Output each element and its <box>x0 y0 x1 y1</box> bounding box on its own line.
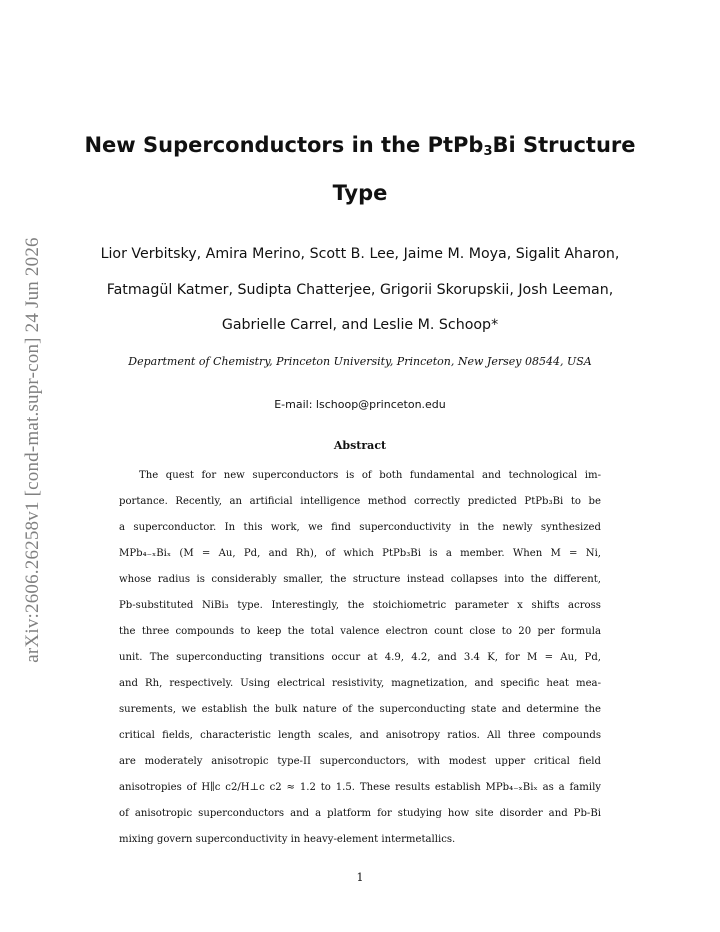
abstract-line: The quest for new superconductors is of both fundamental and technological im- <box>139 470 601 481</box>
author-line: Fatmagül Katmer, Sudipta Chatterjee, Grigorii Skorupskii, Josh Leeman, <box>106 281 614 298</box>
title-subscript: 3 <box>483 144 493 159</box>
affiliation: Department of Chemistry, Princeton University, Princeton, New Jersey 08544, USA <box>128 355 592 368</box>
author-list <box>80 237 640 344</box>
abstract-line: mixing govern superconductivity in heavy-element intermetallics. <box>119 834 456 845</box>
abstract-line: anisotropies of H∥c c2/H⊥c c2 ≈ 1.2 to 1.5. These results establish MPb₄₋ₓBiₓ as a family <box>119 782 601 793</box>
author-line: Lior Verbitsky, Amira Merino, Scott B. Lee, Jaime M. Moya, Sigalit Aharon, <box>100 246 620 262</box>
abstract-line: unit. The superconducting transitions occur at 4.9, 4.2, and 3.4 K, for M = Au, Pd, <box>119 652 601 663</box>
title-part-2: Bi Structure Type <box>332 133 636 205</box>
contact-email: E-mail: lschoop@princeton.edu <box>274 398 446 411</box>
abstract-line: a superconductor. In this work, we find superconductivity in the newly synthesized <box>119 522 601 533</box>
abstract-line: portance. Recently, an artificial intelligence method correctly predicted PtPb₃Bi to be <box>119 496 601 507</box>
abstract-body <box>119 463 601 853</box>
author-line: Gabrielle Carrel, and Leslie M. Schoop* <box>221 317 499 333</box>
abstract-line: and Rh, respectively. Using electrical resistivity, magnetization, and specific heat mea- <box>119 678 601 689</box>
abstract-line: are moderately anisotropic type-II superconductors, with modest upper critical field <box>119 756 601 767</box>
abstract-line: the three compounds to keep the total valence electron count close to 20 per formula <box>119 626 601 637</box>
abstract-line: critical fields, characteristic length scales, and anisotropy ratios. All three compounds <box>119 730 601 741</box>
abstract-line: Pb-substituted NiBi₃ type. Interestingly, the stoichiometric parameter x shifts across <box>119 600 601 611</box>
paper-title <box>80 121 640 217</box>
abstract-line: of anisotropic superconductors and a platform for studying how site disorder and Pb-Bi <box>119 808 601 819</box>
abstract-heading: Abstract <box>333 439 387 452</box>
page-number: 1 <box>356 871 364 884</box>
abstract-line: whose radius is considerably smaller, the structure instead collapses into the different, <box>119 574 601 585</box>
title-part-1: New Superconductors in the PtPb <box>84 133 484 157</box>
abstract-line: MPb₄₋ₓBiₓ (M = Au, Pd, and Rh), of which PtPb₃Bi is a member. When M = Ni, <box>119 548 601 559</box>
abstract-line: surements, we establish the bulk nature of the superconducting state and determine the <box>119 704 601 715</box>
arxiv-identifier: arXiv:2606.26258v1 [cond-mat.supr-con] 24 Jun 2026 <box>22 237 43 663</box>
